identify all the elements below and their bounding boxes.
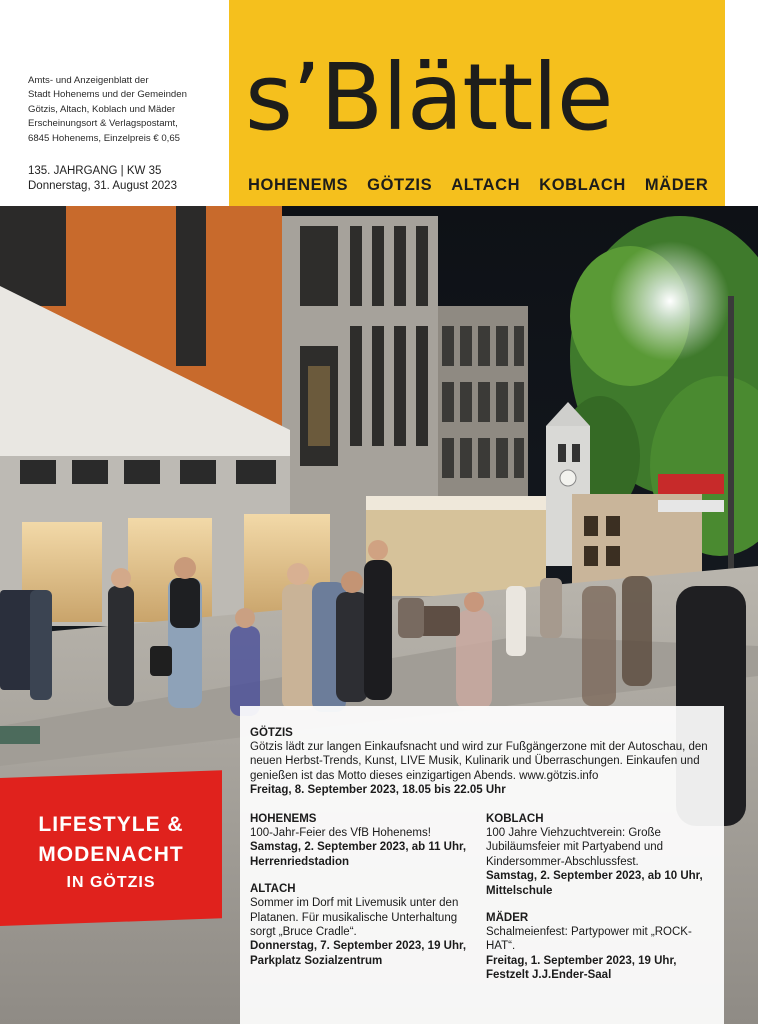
event-description: Schalmeienfest: Partypower mit „ROCK-HAT“. (486, 926, 692, 953)
event-description: Götzis lädt zur langen Einkaufsnacht und wird zur Fußgängerzone mit der Autoschau, den neuen Herbst-Trends, Kunst, LIVE Musik, Kulinarik und Überraschungen. Einkaufen und genießen ist das Motto dieses einzigartigen Abends. www.götzis.info (250, 741, 708, 782)
publisher-info-line: Erscheinungsort & Verlagspostamt, (28, 118, 178, 130)
feature-badge-line: LIFESTYLE & (38, 813, 184, 836)
town-name: GÖTZIS (367, 176, 433, 194)
events-left-column (250, 812, 472, 981)
event-title: KOBLACH (486, 813, 544, 825)
logo-title: s’Blättle (245, 44, 613, 151)
event-date: Samstag, 2. September 2023, ab 11 Uhr, Herrenriedstadion (250, 841, 467, 868)
event-hohenems (250, 812, 472, 869)
event-date: Freitag, 1. September 2023, 19 Uhr, Festzelt J.J.Ender-Saal (486, 954, 677, 982)
town-name: HOHENEMS (248, 176, 349, 194)
publisher-info-line: Stadt Hohenems und der Gemeinden (28, 89, 187, 101)
publisher-info-line: Amts- und Anzeigenblatt der (28, 75, 149, 86)
issue-date: Donnerstag, 31. August 2023 (28, 180, 177, 192)
event-description: 100-Jahr-Feier des VfB Hohenems! (250, 827, 431, 839)
feature-badge-line: MODENACHT (38, 843, 184, 866)
town-name: ALTACH (451, 176, 521, 194)
event-date: Donnerstag, 7. September 2023, 19 Uhr, Parkplatz Sozialzentrum (250, 940, 467, 967)
feature-badge (0, 810, 222, 896)
event-title: MÄDER (486, 912, 529, 925)
events-panel (240, 706, 724, 1024)
event-goetzis (250, 726, 720, 798)
logo-box (229, 0, 725, 216)
issue-info (28, 164, 177, 194)
event-title: HOHENEMS (250, 813, 317, 825)
event-description: 100 Jahre Viehzuchtverein: Große Jubiläumsfeier mit Partyabend und Kindersommer-Abschlussfest. (486, 827, 664, 868)
event-title: GÖTZIS (250, 727, 293, 739)
event-description: Sommer im Dorf mit Livemusik unter den Platanen. Für musikalische Unterhaltung sorgt „Bruce Cradle“. (250, 897, 459, 939)
town-list (248, 176, 708, 195)
events-right-column (486, 812, 716, 996)
publisher-info-line: Götzis, Altach, Koblach und Mäder (28, 103, 176, 115)
town-name: KOBLACH (539, 176, 626, 194)
publisher-info-line: 6845 Hohenems, Einzelpreis € 0,65 (28, 132, 180, 144)
event-date: Freitag, 8. September 2023, 18.05 bis 22.05 Uhr (250, 784, 506, 797)
event-date: Samstag, 2. September 2023, ab 10 Uhr, Mittelschule (486, 870, 703, 897)
publisher-info (28, 74, 228, 146)
event-maeder (486, 911, 716, 983)
issue-number: 135. JAHRGANG | KW 35 (28, 165, 162, 177)
feature-badge-line: IN GÖTZIS (66, 874, 156, 891)
town-name: MÄDER (644, 176, 709, 194)
event-altach (250, 882, 472, 968)
event-koblach (486, 812, 716, 898)
event-title: ALTACH (250, 883, 296, 896)
